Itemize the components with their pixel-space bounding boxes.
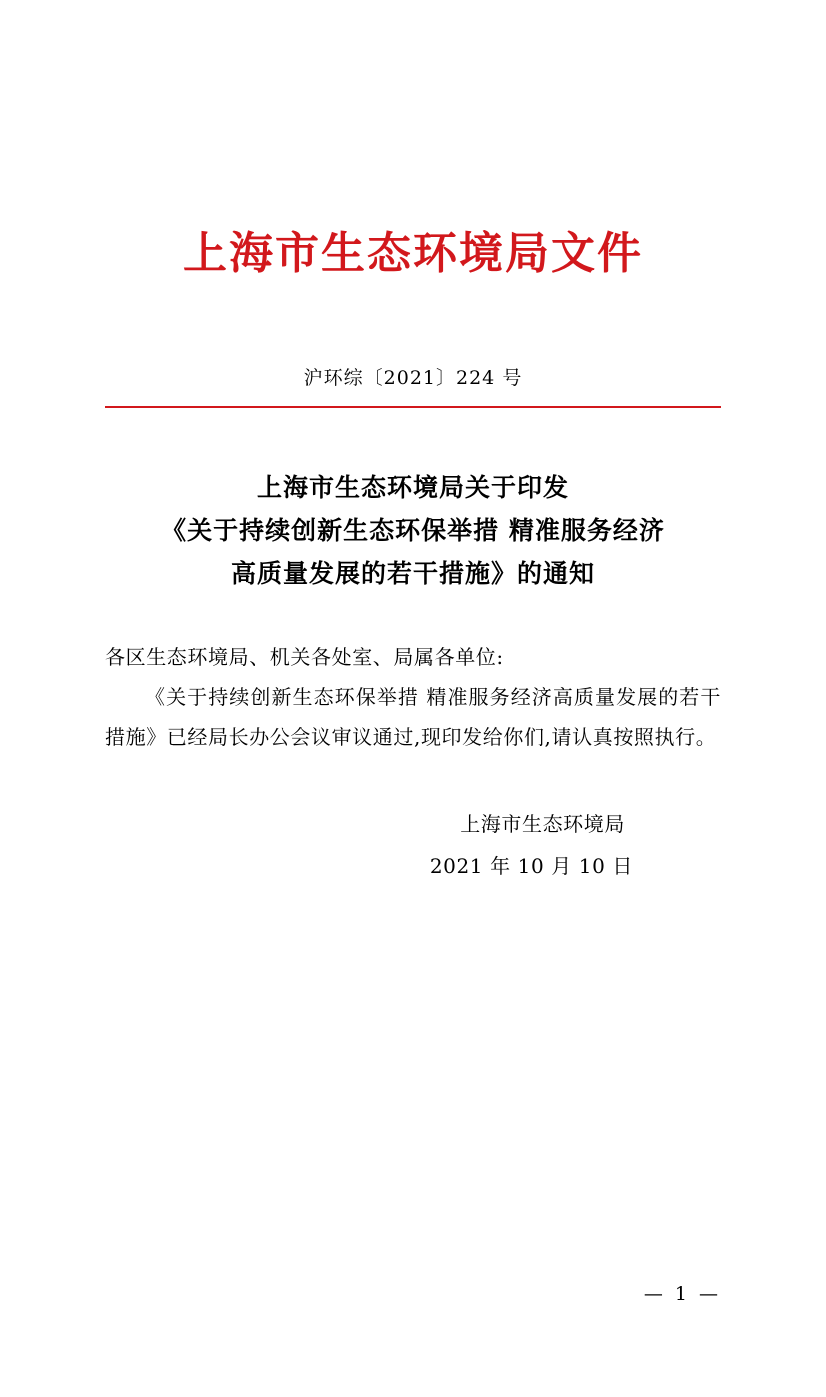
red-divider-rule: [105, 406, 721, 409]
page-number-marker: — 1 —: [643, 1283, 721, 1305]
document-title-line-2: 《关于持续创新生态环保举措 精准服务经济: [161, 516, 665, 546]
salutation: 各区生态环境局、机关各处室、局属各单位:: [105, 645, 504, 670]
masthead: [105, 228, 721, 281]
body-paragraph: 《关于持续创新生态环保举措 精准服务经济高质量发展的若干措施》已经局长办公会议审议通过,现印发给你们,请认真按照执行。: [105, 685, 721, 750]
document-title-line-1: 上海市生态环境局关于印发: [256, 473, 569, 503]
document-number: 沪环综〔2021〕224 号: [303, 366, 523, 389]
document-title: [105, 466, 721, 595]
signature-date: 2021 年 10 月 10 日: [429, 854, 633, 879]
masthead-title: 上海市生态环境局文件: [183, 228, 643, 279]
document-body: [105, 637, 721, 757]
signature-block: [105, 803, 721, 887]
signature-organization: 上海市生态环境局: [460, 812, 625, 837]
document-title-line-3: 高质量发展的若干措施》的通知: [230, 559, 595, 589]
document-page: [0, 228, 826, 1397]
